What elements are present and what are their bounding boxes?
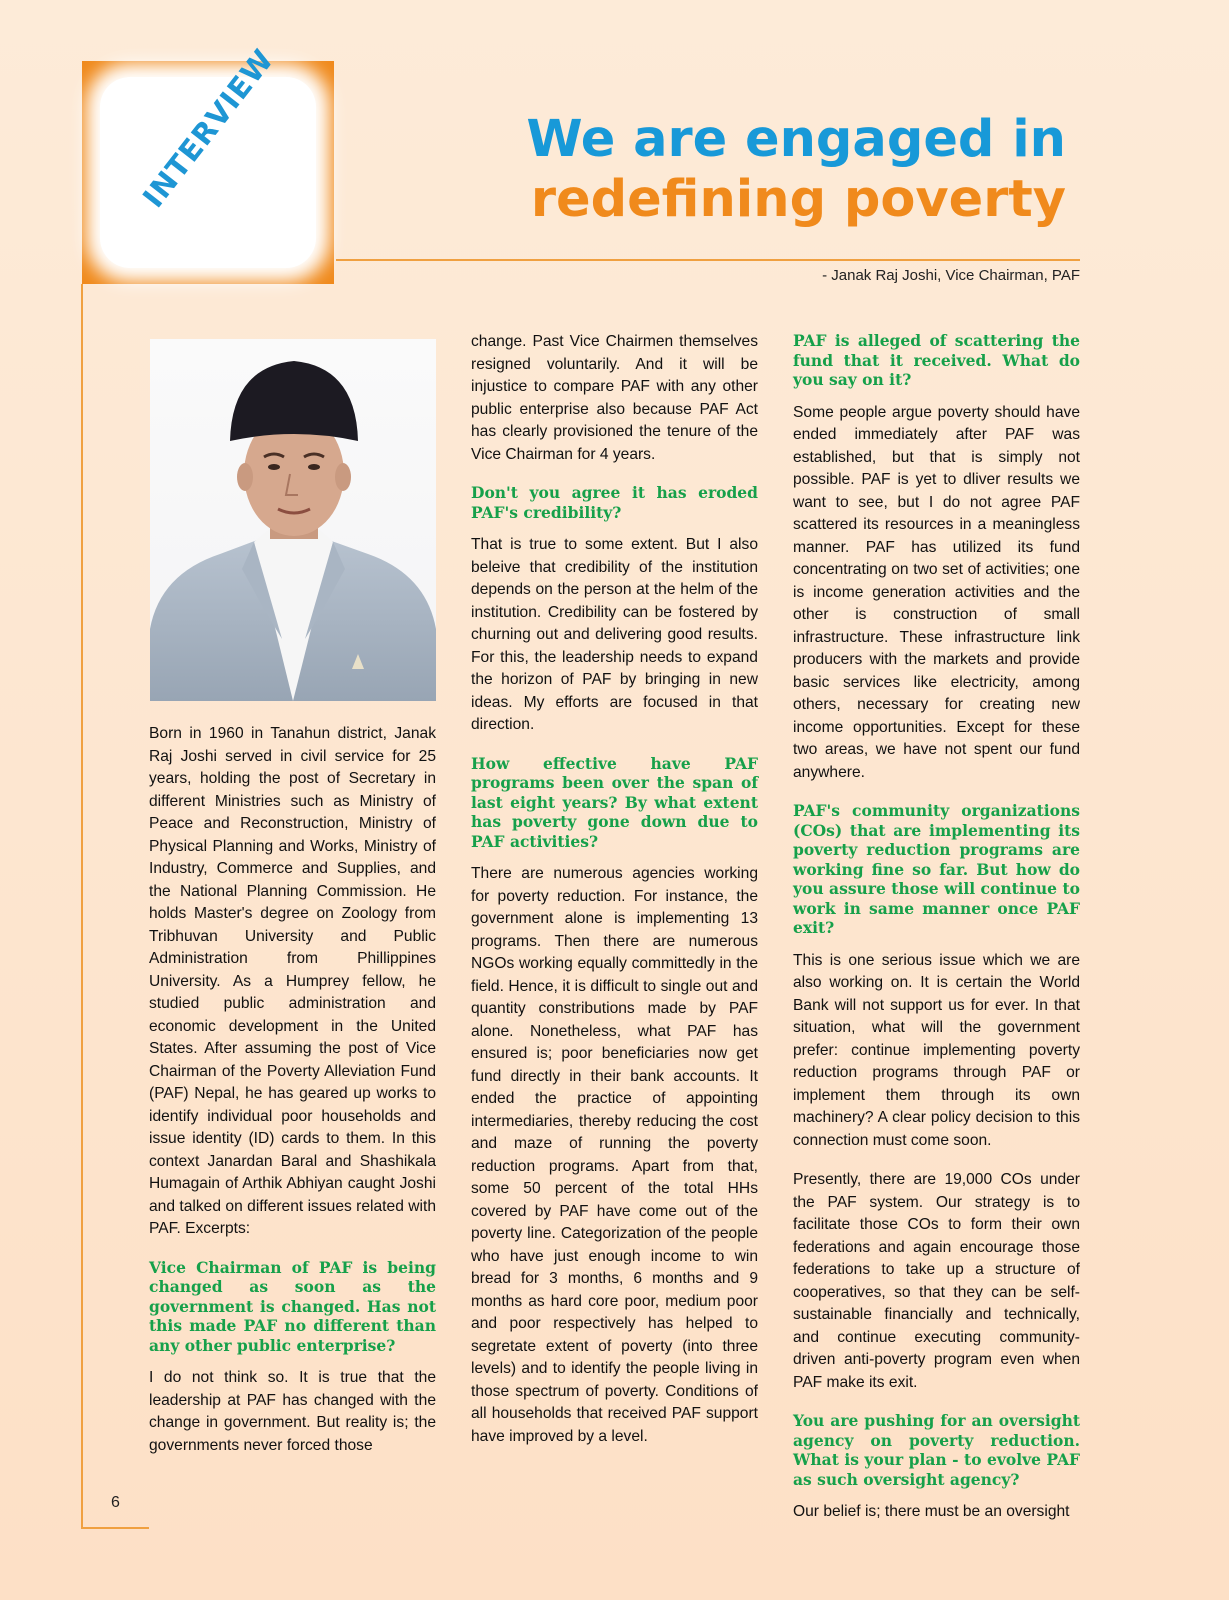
- answer-1-continued: change. Past Vice Chairmen themselves resigned voluntarily. And it will be injustice to compare PAF with any other public enterprise also because PAF Act has clearly provisioned the tenure of the Vice Chairman for 4 years.: [471, 333, 758, 463]
- header-rule: [336, 259, 1080, 261]
- title-line-2: redefining poverty: [530, 170, 1066, 229]
- column-3: [793, 331, 1080, 1541]
- badge-label: INTERVIEW: [136, 42, 281, 214]
- answer-3: There are numerous agencies working for poverty reduction. For instance, the government alone is implementing 13 programs. Then there are numerous NGOs working equally committedly in the field. Hence, it is difficult to single out and quantity constributions made by PAF alone. Nonetheless, what PAF has ensured is; poor beneficiaries now get fund directly in their bank accounts. It ended the practice of appointing intermediaries, thereby reducing the cost and maze of running the poverty reduction programs. Apart from that, some 50 percent of the total HHs covered by PAF have come out of the poverty line. Categorization of the people who have just enough income to win bread for 3 months, 6 months and 9 months as hard core poor, medium poor and poor respectively has helped to segretate extent of poverty (into three levels) and to identify the people living in those spectrum of poverty. Conditions of all households that received PAF support have improved by a level.: [471, 865, 758, 1445]
- article-title: [470, 110, 1066, 230]
- answer-5-part-2: Presently, there are 19,000 COs under the PAF system. Our strategy is to facilitate those COs to form their own federations and again encourage those federations to take up a structure of cooperatives, so that they can be self-sustainable financially and technically, and continue executing community-driven anti-poverty program even when PAF make its exit.: [793, 1171, 1080, 1391]
- portrait-photo: [150, 339, 436, 701]
- portrait-illustration: [150, 339, 436, 701]
- question-4: PAF is alleged of scattering the fund that it received. What do you say on it?: [793, 331, 1080, 389]
- answer-6: Our belief is; there must be an oversight: [793, 1503, 1070, 1520]
- interview-badge: [82, 42, 334, 284]
- answer-1: I do not think so. It is true that the leadership at PAF has changed with the change in government. But reality is; the governments never forced those: [149, 1369, 436, 1454]
- answer-2: That is true to some extent. But I also beleive that credibility of the institution depends on the person at the helm of the institution. Credibility can be fostered by churning out and delivering good results. For this, the leadership needs to expand the horizon of PAF by bringing in new ideas. My efforts are focused in that direction.: [471, 536, 758, 733]
- answer-4: Some people argue poverty should have ended immediately after PAF was established, but that is simply not possible. PAF is yet to dliver results we want to see, but I do not agree PAF scattered its resources in a meaningless manner. PAF has utilized its fund concentrating on two set of activities; one is income generation activities and the other is construction of small infrastructure. These infrastructure link producers with the markets and provide basic services like electricity, among others, necessary for creating new income opportunities. Except for these two areas, we have not spent our fund anywhere.: [793, 403, 1080, 781]
- question-1: Vice Chairman of PAF is being changed as soon as the government is changed. Has not this made PAF no different than any other public enterprise?: [149, 1257, 436, 1355]
- answer-5: This is one serious issue which we are also working on. It is certain the World Bank will not support us for ever. In that situation, what will the government prefer: continue implementing poverty reduction programs through PAF or implement them through its own machinery? A clear policy decision to this connection must come soon.: [793, 951, 1080, 1149]
- question-3: How effective have PAF programs been over the span of last eight years? By what extent has poverty gone down due to PAF activities?: [471, 753, 758, 851]
- intro-paragraph: Born in 1960 in Tanahun district, Janak Raj Joshi served in civil service for 25 years, holding the post of Secretary in different Ministries such as Ministry of Peace and Reconstruction, Ministry of Physical Planning and Works, Ministry of Industry, Commerce and Supplies, and the National Planning Commission. He holds Master's degree on Zoology from Tribhuvan University and Public Administration from Phillippines University. As a Humprey fellow, he studied public administration and economic development in the United States. After assuming the post of Vice Chairman of the Poverty Alleviation Fund (PAF) Nepal, he has geared up works to identify individual poor households and issue identity (ID) cards to them. In this context Janardan Baral and Shashikala Humagain of Arthik Abhiyan caught Joshi and talked on different issues related with PAF. Excerpts:: [149, 725, 436, 1237]
- byline: - Janak Raj Joshi, Vice Chairman, PAF: [822, 267, 1080, 284]
- column-1: [149, 723, 436, 1474]
- column-2: [471, 331, 758, 1465]
- question-6: You are pushing for an oversight agency on poverty reduction. What is your plan - to evolve PAF as such oversight agency?: [793, 1411, 1080, 1489]
- footer-rule: [81, 1527, 149, 1529]
- title-line-1: We are engaged in: [526, 110, 1066, 169]
- page-number: 6: [111, 1494, 120, 1511]
- question-2: Don't you agree it has eroded PAF's credibility?: [471, 483, 758, 522]
- question-5: PAF's community organizations (COs) that are implementing its poverty reduction programs are working fine so far. But how do you assure those will continue to work in same manner once PAF exit?: [793, 801, 1080, 937]
- left-margin-rule: [81, 284, 83, 1529]
